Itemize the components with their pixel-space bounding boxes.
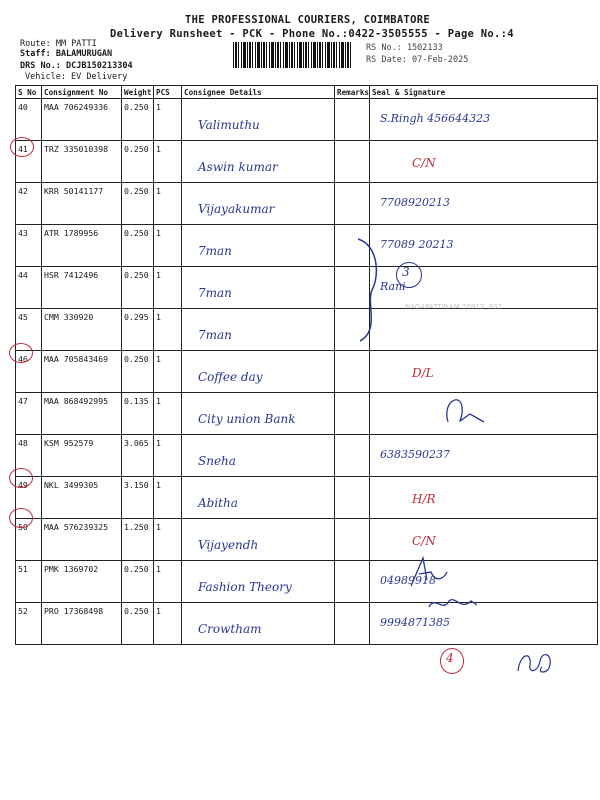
row-remarks-cell [335,183,370,225]
row-pcs: 1 [156,186,161,196]
row-pcs: 1 [156,396,161,406]
drs-number: DRS No.: DCJB150213304 [20,61,133,71]
brace-number: 3 [402,265,410,279]
table-row [16,603,598,645]
row-remarks-cell [335,99,370,141]
table-row [16,351,598,393]
row-consignee-cell [182,183,335,225]
row-50-circle-mark [9,508,33,528]
row-weight: 3.150 [124,480,149,490]
row-weight: 0.250 [124,564,149,574]
row-consignment-no-cell [42,477,122,519]
row-weight: 0.250 [124,270,149,280]
row-signature: Rani [380,280,406,293]
row-signature-cell [370,603,598,645]
row-signature-cell [370,351,598,393]
row-weight-cell [122,183,154,225]
row-pcs: 1 [156,438,161,448]
row-consignee: 7man [198,244,232,258]
col-remarks: Remarks [335,86,370,99]
runsheet-table [15,85,598,645]
staff-label: Staff: BALAMURUGAN [20,49,113,59]
vehicle-label: Vehicle: EV Delivery [25,72,128,82]
row-pcs: 1 [156,312,161,322]
row-pcs: 1 [156,606,161,616]
row-signature: 9994871385 [380,616,450,629]
row-sno: 41 [18,144,28,154]
row-signature-cell [370,183,598,225]
company-title: THE PROFESSIONAL COURIERS, COIMBATORE [185,14,430,26]
row-pcs-cell [154,99,182,141]
row-consignee: Abitha [198,496,238,510]
row-pcs-cell [154,393,182,435]
table-row [16,225,598,267]
row-consignment-no-cell [42,267,122,309]
route-label: Route: MM PATTI [20,39,97,49]
row-pcs: 1 [156,102,161,112]
row-consignee-cell [182,309,335,351]
row-signature: 7708920213 [380,196,450,209]
row-weight-cell [122,225,154,267]
row-signature: S.Ringh 456644323 [380,112,491,125]
row-signature: D/L [412,366,434,380]
row-remarks-cell [335,141,370,183]
footer-initial-scribble [512,643,557,678]
row-consignee-cell [182,561,335,603]
row-signature: 6383590237 [380,448,450,461]
row-consignee-cell [182,267,335,309]
row-weight: 0.295 [124,312,149,322]
row-weight: 0.250 [124,186,149,196]
row-pcs: 1 [156,228,161,238]
row-sno: 47 [18,396,28,406]
row-consignee-cell [182,435,335,477]
row-pcs-cell [154,519,182,561]
row-weight-cell [122,267,154,309]
row-consignee: Vijayendh [198,538,259,552]
row-sno: 50 [18,522,28,532]
row-sno: 52 [18,606,28,616]
row-sno: 51 [18,564,28,574]
row-remarks-cell [335,519,370,561]
row-sno: 45 [18,312,28,322]
row-pcs-cell [154,267,182,309]
row-pcs-cell [154,561,182,603]
row-remarks-cell [335,351,370,393]
table-row [16,267,598,309]
row-pcs-cell [154,309,182,351]
row-consignee: Sneha [198,454,236,468]
row-41-circle-mark [10,137,34,157]
row-consignment-no-cell [42,351,122,393]
row-sno-cell [16,183,42,225]
signature-scribble-52 [425,593,480,618]
runsheet-subtitle: Delivery Runsheet - PCK - Phone No.:0422-3505555 - Page No.:4 [110,28,514,40]
row-consignment-no-cell [42,603,122,645]
row-remarks-cell [335,603,370,645]
row-consignment-no-cell [42,561,122,603]
table-row [16,141,598,183]
row-sno-cell [16,99,42,141]
row-consignee-cell [182,393,335,435]
row-signature: C/N [412,534,436,548]
brace-mark [350,235,410,345]
row-remarks-cell [335,561,370,603]
col-pcs: PCS [154,86,182,99]
row-consignee-cell [182,225,335,267]
row-weight-cell [122,141,154,183]
row-consignment-no: TRZ 335010398 [44,144,109,154]
row-weight-cell [122,351,154,393]
col-signature: Seal & Signature [370,86,598,99]
row-consignee: Crowtham [198,622,262,636]
row-49-circle-mark [9,468,33,488]
row-pcs-cell [154,477,182,519]
row-sno-cell [16,561,42,603]
row-signature: 77089 20213 [380,238,454,251]
table-row [16,477,598,519]
row-sno-cell [16,225,42,267]
row-consignment-no-cell [42,519,122,561]
table-row [16,519,598,561]
row-consignment-no: MAA 706249336 [44,102,109,112]
signature-scribble-47 [440,392,490,432]
row-consignee-cell [182,603,335,645]
row-consignment-no: PMK 1369702 [44,564,99,574]
table-row [16,393,598,435]
row-consignment-no: MAA 705843469 [44,354,109,364]
row-signature-cell [370,561,598,603]
row-weight-cell [122,435,154,477]
row-pcs: 1 [156,270,161,280]
row-signature-cell [370,141,598,183]
row-consignment-no: ATR 1789956 [44,228,99,238]
row-consignee: Vijayakumar [198,202,275,216]
row-consignment-no: MAA 868492995 [44,396,109,406]
faded-stamp: NAGAPATTINAM 20913, 932 [405,303,502,311]
row-consignment-no: KRR 50141177 [44,186,104,196]
table-row [16,183,598,225]
row-pcs-cell [154,603,182,645]
col-sno: S No [16,86,42,99]
row-consignee: 7man [198,286,232,300]
row-consignment-no: NKL 3499305 [44,480,99,490]
rs-number: RS No.: 1502133 [366,43,443,53]
row-consignment-no-cell [42,435,122,477]
row-consignee-cell [182,99,335,141]
row-weight: 1.250 [124,522,149,532]
row-signature-cell [370,477,598,519]
row-consignment-no-cell [42,99,122,141]
table-row [16,561,598,603]
row-weight: 0.135 [124,396,149,406]
row-sno: 40 [18,102,28,112]
col-consignment: Consignment No [42,86,122,99]
row-sno: 42 [18,186,28,196]
row-signature-cell [370,519,598,561]
table-row [16,309,598,351]
row-weight-cell [122,99,154,141]
row-signature-cell [370,99,598,141]
row-sno: 43 [18,228,28,238]
row-weight: 0.250 [124,144,149,154]
row-consignee-cell [182,477,335,519]
row-sno: 44 [18,270,28,280]
row-consignment-no: MAA 576239325 [44,522,109,532]
row-signature: H/R [412,492,436,506]
row-consignee: Coffee day [198,370,263,384]
row-signature: C/N [412,156,436,170]
row-weight: 3.065 [124,438,149,448]
row-pcs: 1 [156,522,161,532]
row-sno: 48 [18,438,28,448]
row-pcs-cell [154,225,182,267]
row-signature: 04989918 [380,574,436,587]
row-consignment-no: CMM 330920 [44,312,94,322]
barcode [233,42,351,68]
row-sno-cell [16,603,42,645]
row-remarks-cell [335,477,370,519]
row-weight: 0.250 [124,102,149,112]
row-signature-cell [370,435,598,477]
row-weight: 0.250 [124,228,149,238]
row-sno-cell [16,393,42,435]
table-row [16,435,598,477]
row-consignee-cell [182,519,335,561]
row-sno: 46 [18,354,28,364]
row-consignee: Valimuthu [198,118,260,132]
row-consignment-no-cell [42,393,122,435]
row-weight-cell [122,603,154,645]
row-consignment-no: KSM 952579 [44,438,94,448]
row-pcs: 1 [156,564,161,574]
row-pcs: 1 [156,354,161,364]
row-weight-cell [122,519,154,561]
row-remarks-cell [335,393,370,435]
row-pcs-cell [154,183,182,225]
col-consignee: Consignee Details [182,86,335,99]
footer-count: 4 [446,651,454,665]
row-consignee: Fashion Theory [198,580,292,594]
row-consignment-no: HSR 7412496 [44,270,99,280]
row-pcs-cell [154,141,182,183]
row-pcs: 1 [156,144,161,154]
row-consignment-no-cell [42,225,122,267]
row-consignment-no: PRO 17368498 [44,606,104,616]
rs-date: RS Date: 07-Feb-2025 [366,55,469,65]
row-weight: 0.250 [124,606,149,616]
signature-scribble-51 [405,552,450,592]
row-consignee: 7man [198,328,232,342]
col-weight: Weight [122,86,154,99]
row-consignee-cell [182,141,335,183]
row-consignment-no-cell [42,183,122,225]
row-weight-cell [122,477,154,519]
row-sno-cell [16,267,42,309]
table-row [16,99,598,141]
row-weight-cell [122,309,154,351]
row-consignee-cell [182,351,335,393]
row-pcs-cell [154,435,182,477]
row-weight-cell [122,393,154,435]
row-consignee: City union Bank [198,412,296,426]
row-46-circle-mark [9,343,33,363]
row-consignee: Aswin kumar [198,160,278,174]
row-sno: 49 [18,480,28,490]
row-pcs-cell [154,351,182,393]
row-weight-cell [122,561,154,603]
table-header-row [16,86,598,99]
row-consignment-no-cell [42,309,122,351]
row-weight: 0.250 [124,354,149,364]
row-remarks-cell [335,435,370,477]
row-pcs: 1 [156,480,161,490]
row-consignment-no-cell [42,141,122,183]
